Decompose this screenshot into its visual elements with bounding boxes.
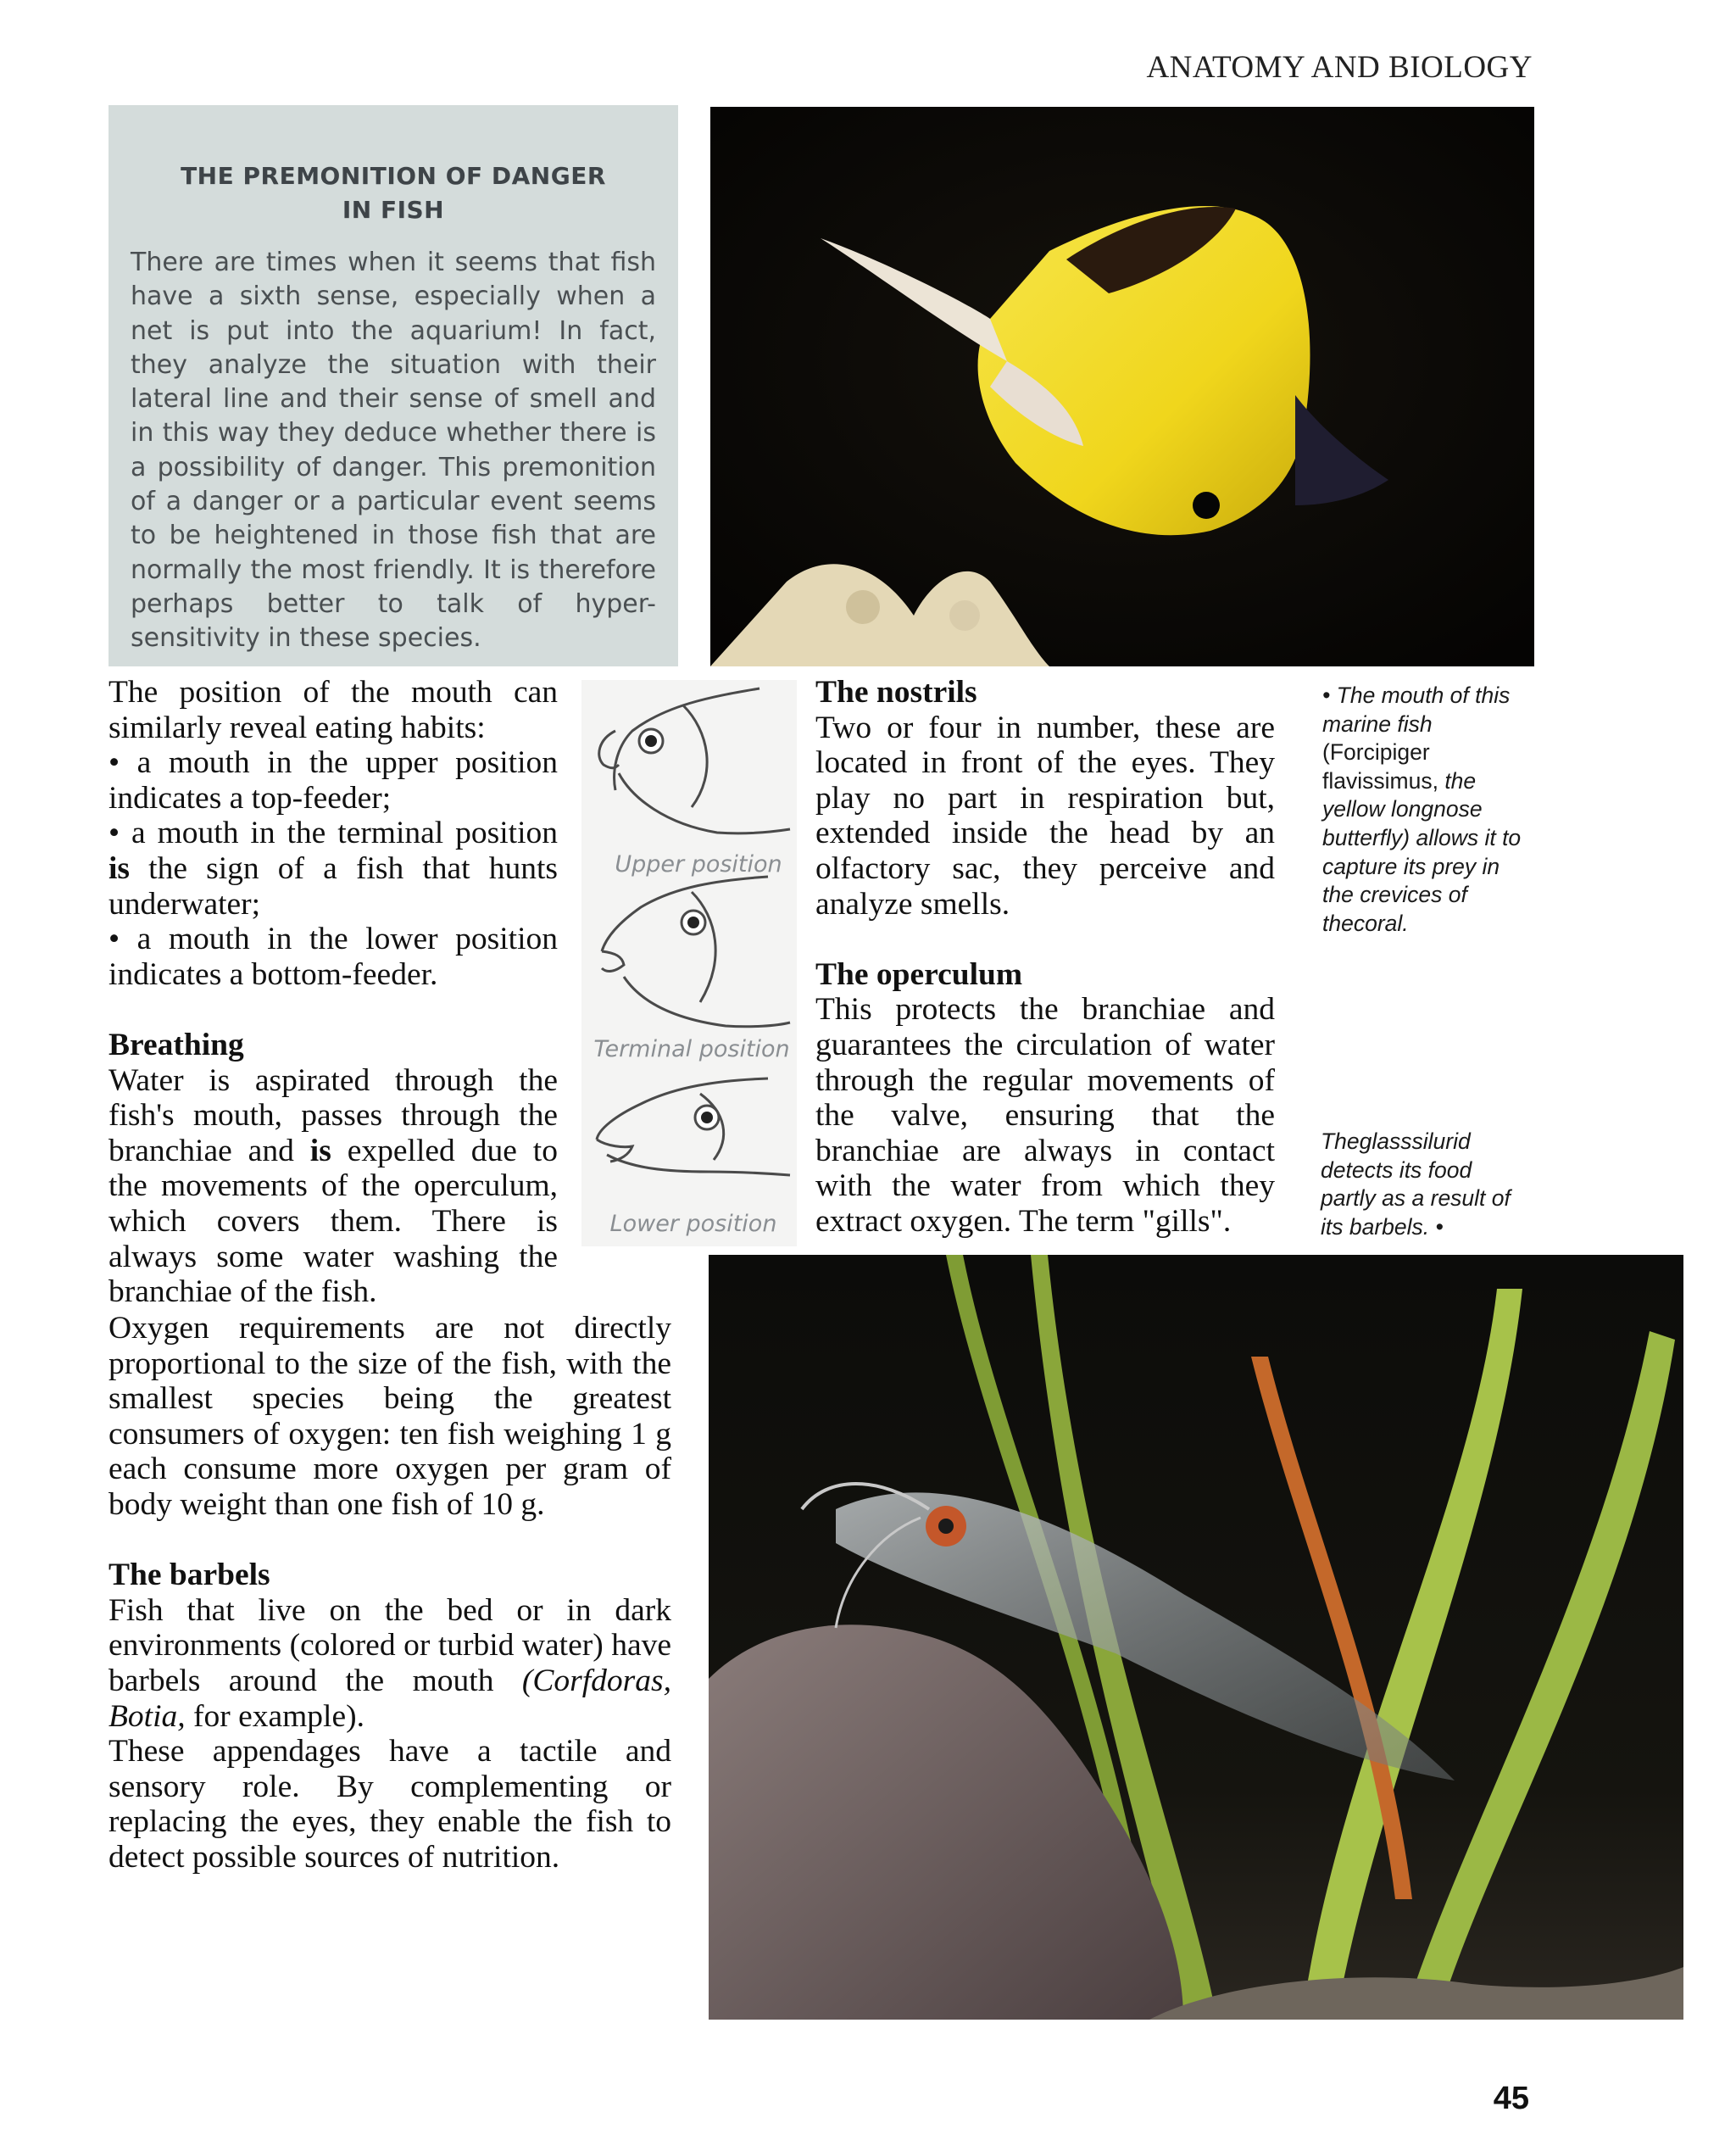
upper-head-outline	[615, 688, 760, 790]
breathing-is: is	[309, 1133, 331, 1168]
butterfly-caption-b: the yellow longnose butterfly) allows it to capture its prey in the crevices of thecoral.	[1322, 767, 1522, 936]
label-upper-position: Upper position	[615, 851, 782, 878]
page-number: 45	[1493, 2081, 1529, 2116]
operculum-heading: The operculum	[815, 956, 1023, 992]
mouth-position-diagram	[581, 680, 797, 1246]
sidebar-title-line2: IN FISH	[342, 196, 445, 224]
barbels-text-a: Fish that live on the bed or in dark environments (colored or turbid water) have barbels around the mouth	[108, 1592, 671, 1698]
terminal-gill	[692, 892, 715, 1002]
sidebar-text: There are times when it seems that fish have a sixth sense, especially when a net is put into the aquarium! In fact, they analyze the situation with their lateral line and their sense of smell and in this way they deduce whether there is a possibility of danger. This premonition of a danger or a particular event seems to be heightened in those fish that are normally the most friendly. It is therefore perhaps better to talk of hyper-sensitivity in these species.	[131, 248, 656, 654]
barbels-text-b: for example).	[185, 1698, 364, 1734]
left-column-upper	[108, 675, 558, 1310]
barbels-text	[108, 1593, 671, 1734]
breathing-text-b: expelled due to the movements of the operculum, which covers them. There is always some water washing the branchiae of the fish.	[108, 1133, 558, 1310]
bullet-lower: • a mouth in the lower position indicates a bottom-feeder.	[108, 922, 558, 992]
bullet-terminal-text-b: the sign of a fish that hunts underwater;	[108, 850, 558, 922]
label-lower-position: Lower position	[609, 1211, 777, 1237]
glass-silurid-photo	[709, 1255, 1683, 2020]
nostrils-heading: The nostrils	[815, 675, 977, 710]
butterfly-caption-a: • The mouth of this marine fish	[1322, 683, 1511, 737]
sidebar-title	[131, 159, 656, 227]
silurid-caption: Theglasssilurid detects its food partly as a result of its barbels. •	[1321, 1129, 1511, 1240]
running-head: ANATOMY AND BIOLOGY	[1146, 50, 1533, 85]
oxygen-text: Oxygen requirements are not directly proportional to the size of the fish, with the smallest species being the greatest consumers of oxygen: ten fish weighing 1 g each consume more oxygen per gram of body weight than one fish of 10 g.	[108, 1311, 671, 1522]
middle-column	[815, 675, 1275, 1240]
bullet-terminal-text-a: • a mouth in the terminal position	[108, 816, 558, 851]
barbels-heading: The barbels	[108, 1558, 270, 1593]
operculum-text: This protects the branchiae and guarantees the circulation of water through the regular movements of the valve, ensuring that the branchiae are always in contact with the water from which they extract oxygen. The term "gills".	[815, 992, 1275, 1239]
breathing-text-a: Water is aspirated through the fish's mouth, passes through the branchiae and	[108, 1062, 558, 1168]
breathing-heading: Breathing	[108, 1027, 244, 1062]
lower-jaw	[607, 1155, 790, 1175]
upper-gill	[683, 705, 707, 807]
lower-head-outline	[597, 1078, 768, 1140]
barbels-species: (Corfdoras, Botia,	[108, 1663, 671, 1734]
bullet-upper: • a mouth in the upper position indicates a top-feeder;	[108, 745, 558, 816]
sidebar-title-line1: THE PREMONITION OF DANGER	[181, 162, 606, 190]
left-column-lower	[108, 1311, 671, 1875]
bullet-terminal	[108, 816, 558, 922]
label-terminal-position: Terminal position	[593, 1036, 790, 1062]
butterfly-caption-species: (Forcipiger flavissimus,	[1322, 739, 1438, 794]
terminal-jaw	[624, 977, 790, 1027]
bullet-terminal-is: is	[108, 850, 131, 886]
premonition-sidebar	[108, 105, 678, 666]
butterfly-fish-photo	[710, 107, 1534, 666]
breathing-text	[108, 1063, 558, 1310]
barbels-role-text: These appendages have a tactile and sensory role. By complementing or replacing the eyes, they enable the fish to detect possible sources of nutrition.	[108, 1734, 671, 1875]
nostrils-text: Two or four in number, these are located in front of the eyes. They play no part in respiration but, extended inside the head by an olfactory sac, they perceive and analyze smells.	[815, 710, 1275, 922]
terminal-mouth	[602, 951, 624, 971]
mouth-intro: The position of the mouth can similarly reveal eating habits:	[108, 675, 558, 745]
butterfly-caption	[1322, 682, 1526, 938]
